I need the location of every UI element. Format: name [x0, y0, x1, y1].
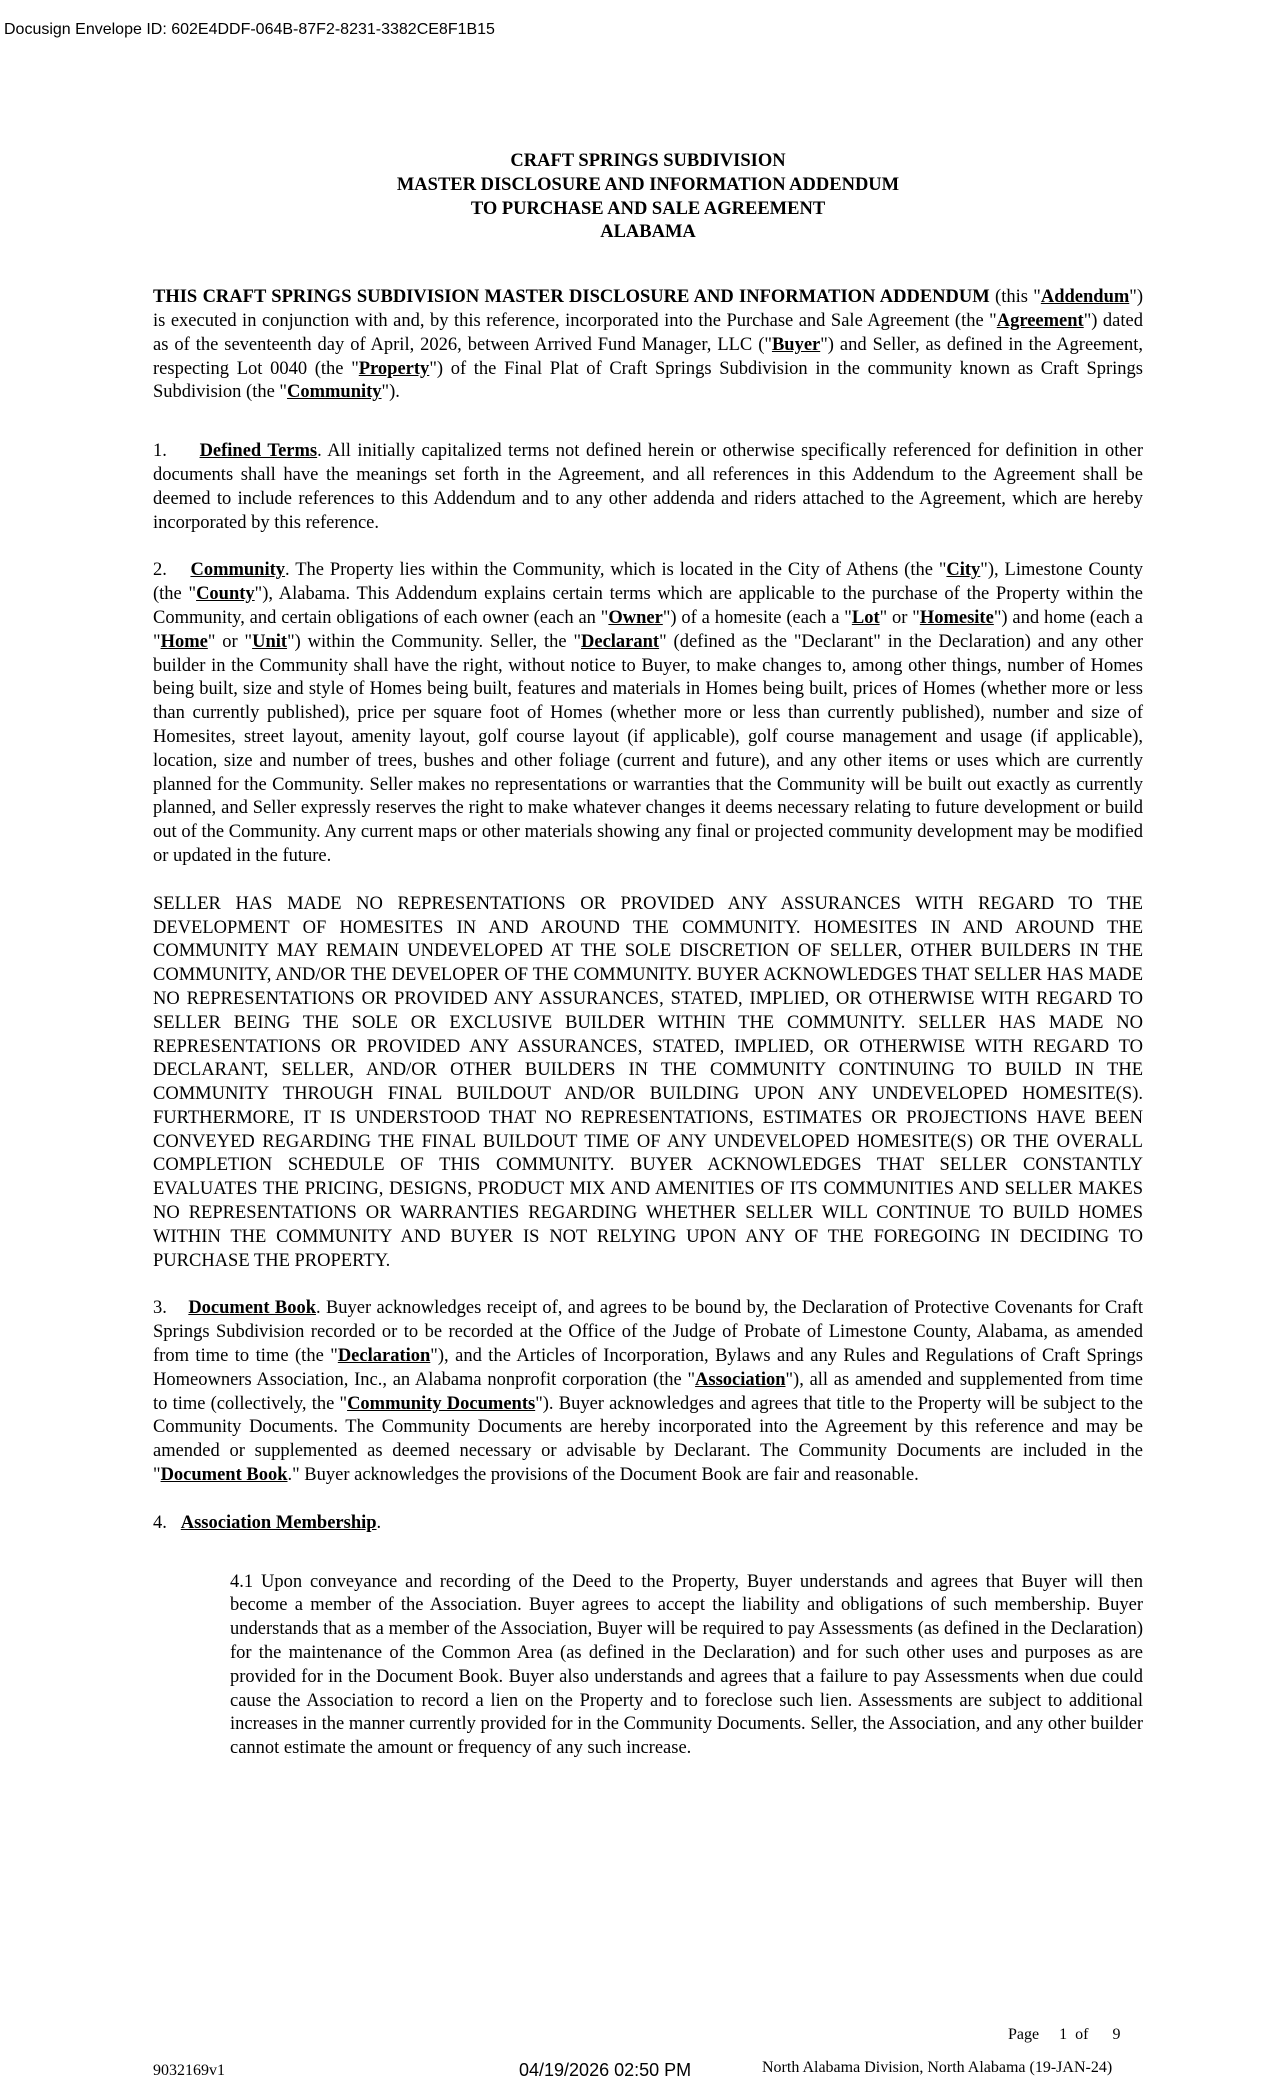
term-declarant: Declarant: [581, 631, 660, 652]
page-label: Page: [1008, 2026, 1040, 2043]
section-text: . The Property lies within the Community, which is located in the City of Athens (the ": [285, 560, 947, 581]
title-line-2: MASTER DISCLOSURE AND INFORMATION ADDENDUM: [396, 174, 900, 195]
term-association: Association: [695, 1369, 786, 1390]
term-homesite: Homesite: [919, 607, 994, 628]
envelope-id: Docusign Envelope ID: 602E4DDF-064B-87F2-8231-3382CE8F1B15: [4, 21, 495, 38]
subsection-number: 4.1: [230, 1571, 254, 1592]
section-text: . Buyer acknowledges receipt of, and agrees to be bound by, the Declaration of Protective Covenants for Craft Springs Subdivision recorded or to be recorded at the Office of the Judge of Probate of Limestone County, Alabama, as amended from time to time (the ": [153, 1298, 1144, 1367]
term-community-documents: Community Documents: [347, 1393, 536, 1414]
section-text: ") and home (each a ": [153, 607, 1144, 652]
section-text: " (defined as the "Declarant" in the Declaration) and any other builder in the Community shall have the right, without notice to Buyer, to make changes to, among other things, number of Homes being built, size and style of Homes being built, features and materials in Homes being built, prices of Homes (whether more or less than currently published), price per square foot of Homes (whether more or less than currently published), number and size of Homesites, street layout, amenity layout, golf course layout (if applicable), golf course management and usage (if applicable), location, size and number of trees, bushes and other foliage (current and future), and any other items or uses which are currently planned for the Community. Seller makes no representations or warranties that the Community will be built out exactly as currently planned, and Seller expressly reserves the right to make whatever changes it deems necessary relating to future development or build out of the Community. Any current maps or other materials showing any final or projected community development may be modified or updated in the future.: [153, 631, 1144, 866]
section-text: ." Buyer acknowledges the provisions of the Document Book are fair and reasonable.: [287, 1465, 919, 1486]
section-heading: Defined Terms: [199, 441, 318, 462]
title-line-1: CRAFT SPRINGS SUBDIVISION: [510, 151, 786, 171]
section-heading: Association Membership: [180, 1512, 377, 1533]
term-community: Community: [286, 382, 382, 403]
section-number: 1.: [153, 441, 167, 462]
intro-text: ") and Seller, as defined in the Agreement, respecting Lot 0040 (the ": [153, 334, 1144, 379]
term-city: City: [946, 560, 981, 581]
term-unit: Unit: [252, 631, 288, 652]
intro-paragraph: [153, 286, 1143, 405]
term-owner: Owner: [608, 607, 663, 628]
section-text: "), all as amended and supplemented from time to time (collectively, the ": [153, 1369, 1143, 1414]
term-declaration: Declaration: [337, 1346, 431, 1367]
section-text: "). Buyer acknowledges and agrees that title to the Property will be subject to the Community Documents. The Community Documents are hereby incorporated into the Agreement by this reference and may be amended or supplemented as deemed necessary or advisable by Declarant. The Community Documents are included in the ": [153, 1393, 1143, 1486]
term-addendum: Addendum: [1040, 287, 1130, 308]
section-text: ") within the Community. Seller, the ": [287, 631, 581, 652]
page-counter: [1008, 2026, 1120, 2044]
section-4-1: [230, 1571, 1143, 1761]
intro-text: (this ": [989, 287, 1041, 308]
section-heading: Community: [190, 560, 286, 581]
section-text: .: [376, 1512, 382, 1533]
of-label: of: [1075, 2026, 1089, 2043]
section-text: "), Alabama. This Addendum explains certain terms which are applicable to the purchase of the Property within the Community, and certain obligations of each owner (each an ": [153, 584, 1143, 628]
section-2-community: [153, 559, 1143, 868]
document-id: 9032169v1: [153, 2062, 225, 2079]
section-number: 3.: [153, 1298, 167, 1319]
section-text: "), and the Articles of Incorporation, Bylaws and any Rules and Regulations of Craft Springs Homeowners Association, Inc., an Alabama nonprofit corporation (the ": [153, 1346, 1143, 1390]
term-lot: Lot: [851, 607, 880, 628]
term-home: Home: [160, 631, 208, 652]
term-buyer: Buyer: [771, 334, 821, 355]
term-property: Property: [358, 358, 430, 379]
page-number: 1: [1059, 2026, 1068, 2043]
division-label: North Alabama Division, North Alabama (19-JAN-24): [762, 2059, 1113, 2076]
section-heading: Document Book: [188, 1298, 316, 1319]
title-line-3: TO PURCHASE AND SALE AGREEMENT: [470, 198, 826, 219]
intro-text: ") is executed in conjunction with and, by this reference, incorporated into the Purchase and Sale Agreement (the ": [153, 287, 1143, 331]
section-text: "), Limestone County (the ": [153, 560, 1143, 605]
signature-timestamp: 04/19/2026 02:50 PM: [519, 2060, 692, 2080]
intro-lead: THIS CRAFT SPRINGS SUBDIVISION MASTER DISCLOSURE AND INFORMATION ADDENDUM: [153, 287, 990, 308]
term-document-book: Document Book: [160, 1465, 288, 1486]
section-text: ") of a homesite (each a ": [662, 607, 852, 628]
term-agreement: Agreement: [996, 310, 1084, 331]
page-total: 9: [1112, 2026, 1121, 2043]
section-text: . All initially capitalized terms not defined herein or otherwise specifically referenced for definition in other documents shall have the meanings set forth in the Agreement, and all references in this Addendum to the Agreement shall be deemed to include references to this Addendum and to any other addenda and riders attached to the Agreement, which are hereby incorporated by this reference.: [153, 441, 1144, 533]
document-page: [153, 150, 1143, 1761]
document-title: [153, 150, 1143, 245]
section-1-defined-terms: [153, 440, 1143, 535]
disclaimer-paragraph: SELLER HAS MADE NO REPRESENTATIONS OR PROVIDED ANY ASSURANCES WITH REGARD TO THE DEVELOPMENT OF HOMESITES IN AND AROUND THE COMMUNITY. HOMESITES IN AND AROUND THE COMMUNITY MAY REMAIN UNDEVELOPED AT THE SOLE DISCRETION OF SELLER, OTHER BUILDERS IN THE COMMUNITY, AND/OR THE DEVELOPER OF THE COMMUNITY. BUYER ACKNOWLEDGES THAT SELLER HAS MADE NO REPRESENTATIONS OR PROVIDED ANY ASSURANCES, STATED, IMPLIED, OR OTHERWISE WITH REGARD TO SELLER BEING THE SOLE OR EXCLUSIVE BUILDER WITHIN THE COMMUNITY. SELLER HAS MADE NO REPRESENTATIONS OR PROVIDED ANY ASSURANCES, STATED, IMPLIED, OR OTHERWISE WITH REGARD TO DECLARANT, SELLER, AND/OR OTHER BUILDERS IN THE COMMUNITY CONTINUING TO BUILD IN THE COMMUNITY THROUGH FINAL BUILDOUT AND/OR BUILDING UPON ANY UNDEVELOPED HOMESITE(S). FURTHERMORE, IT IS UNDERSTOOD THAT NO REPRESENTATIONS, ESTIMATES OR PROJECTIONS HAVE BEEN CONVEYED REGARDING THE FINAL BUILDOUT TIME OF ANY UNDEVELOPED HOMESITE(S) OR THE OVERALL COMPLETION SCHEDULE OF THIS COMMUNITY. BUYER ACKNOWLEDGES THAT SELLER CONSTANTLY EVALUATES THE PRICING, DESIGNS, PRODUCT MIX AND AMENITIES OF ITS COMMUNITIES AND SELLER MAKES NO REPRESENTATIONS OR WARRANTIES REGARDING WHETHER SELLER WILL CONTINUE TO BUILD HOMES WITHIN THE COMMUNITY AND BUYER IS NOT RELYING UPON ANY OF THE FOREGOING IN DECIDING TO PURCHASE THE PROPERTY.: [153, 893, 1143, 1271]
intro-text: ").: [381, 382, 400, 403]
section-number: 4.: [153, 1512, 167, 1533]
section-number: 2.: [153, 560, 167, 581]
intro-text: ") of the Final Plat of Craft Springs Subdivision in the community known as Craft Springs Subdivision (the ": [153, 358, 1143, 403]
section-text: " or ": [207, 631, 253, 652]
term-county: County: [196, 584, 255, 605]
subsection-text: Upon conveyance and recording of the Deed to the Property, Buyer understands and agrees that Buyer will then become a member of the Association. Buyer agrees to accept the liability and obligations of such membership. Buyer understands that as a member of the Association, Buyer will be required to pay Assessments (as defined in the Declaration) for the maintenance of the Common Area (as defined in the Declaration) and for such other uses and purposes as are provided for in the Document Book. Buyer also understands and agrees that a failure to pay Assessments when due could cause the Association to record a lien on the Property and to foreclose such lien. Assessments are subject to additional increases in the manner currently provided for in the Community Documents. Seller, the Association, and any other builder cannot estimate the amount or frequency of any such increase.: [230, 1571, 1143, 1759]
section-text: " or ": [879, 607, 920, 628]
intro-text: ") dated as of the seventeenth day of April, 2026, between Arrived Fund Manager, LLC (": [153, 310, 1143, 355]
section-3-document-book: [153, 1297, 1143, 1487]
section-4-association-membership: [153, 1512, 1143, 1536]
title-line-4: ALABAMA: [600, 222, 696, 243]
